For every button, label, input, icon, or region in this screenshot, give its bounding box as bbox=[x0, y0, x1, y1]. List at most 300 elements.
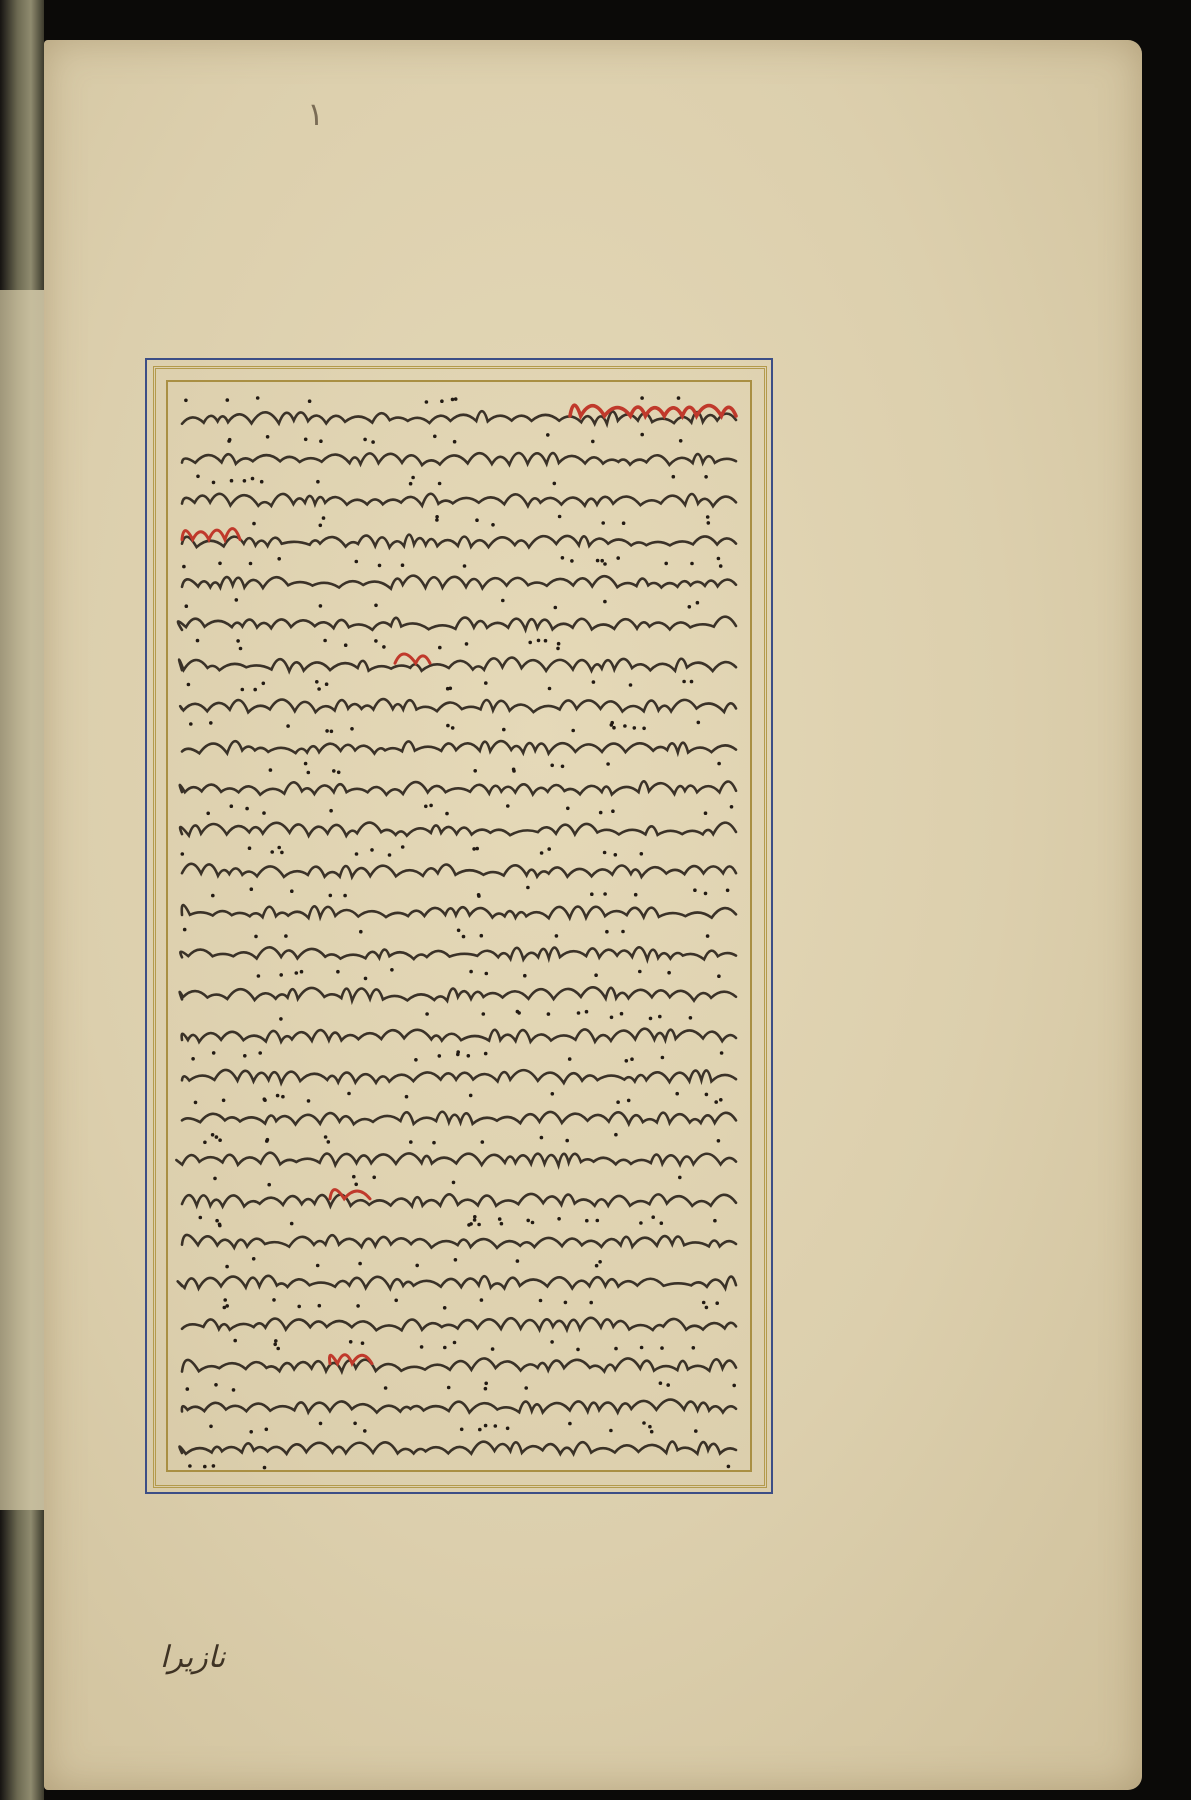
diacritic-dot bbox=[485, 972, 489, 976]
diacritic-dot bbox=[659, 1381, 663, 1385]
diacritic-dot bbox=[260, 480, 264, 484]
text-line bbox=[182, 562, 736, 605]
diacritic-dot bbox=[577, 1011, 581, 1015]
text-line bbox=[182, 438, 736, 481]
diacritic-dot bbox=[243, 1054, 247, 1058]
text-line bbox=[182, 1386, 736, 1429]
diacritic-dot bbox=[717, 557, 721, 561]
diacritic-dot bbox=[317, 687, 321, 691]
diacritic-dot bbox=[694, 1429, 698, 1433]
diacritic-dot bbox=[475, 518, 479, 522]
diacritic-dot bbox=[640, 396, 644, 400]
ink-stroke bbox=[182, 535, 736, 548]
diacritic-dot bbox=[372, 1176, 376, 1180]
text-line bbox=[180, 687, 736, 728]
diacritic-dot bbox=[720, 1051, 724, 1055]
diacritic-dot bbox=[435, 515, 439, 519]
diacritic-dot bbox=[702, 1301, 706, 1305]
diacritic-dot bbox=[433, 435, 437, 439]
diacritic-dot bbox=[233, 1339, 237, 1343]
diacritic-dot bbox=[465, 642, 469, 646]
diacritic-dot bbox=[472, 847, 476, 851]
diacritic-dot bbox=[203, 1141, 207, 1145]
diacritic-dot bbox=[561, 556, 565, 560]
diacritic-dot bbox=[603, 892, 607, 896]
diacritic-dot bbox=[327, 1140, 331, 1144]
diacritic-dot bbox=[469, 1094, 473, 1098]
diacritic-dot bbox=[358, 1262, 362, 1266]
ink-stroke bbox=[180, 781, 736, 794]
diacritic-dot bbox=[506, 804, 510, 808]
diacritic-dot bbox=[649, 1017, 653, 1021]
diacritic-dot bbox=[215, 1219, 219, 1223]
diacritic-dot bbox=[564, 1301, 568, 1305]
diacritic-dot bbox=[356, 1304, 360, 1308]
diacritic-dot bbox=[660, 1346, 664, 1350]
diacritic-dot bbox=[273, 1343, 277, 1347]
diacritic-dot bbox=[726, 889, 730, 893]
diacritic-dot bbox=[705, 1093, 709, 1097]
diacritic-dot bbox=[266, 435, 270, 439]
diacritic-dot bbox=[424, 805, 428, 809]
diacritic-dot bbox=[491, 1347, 495, 1351]
diacritic-dot bbox=[319, 1422, 323, 1426]
diacritic-dot bbox=[660, 1221, 664, 1225]
diacritic-dot bbox=[284, 934, 288, 938]
diacritic-dot bbox=[704, 892, 708, 896]
diacritic-dot bbox=[616, 1100, 620, 1104]
diacritic-dot bbox=[707, 521, 711, 525]
diacritic-dot bbox=[706, 515, 710, 519]
diacritic-dot bbox=[595, 1264, 599, 1268]
diacritic-dot bbox=[374, 639, 378, 643]
diacritic-dot bbox=[484, 1052, 488, 1056]
diacritic-dot bbox=[451, 726, 455, 730]
diacritic-dot bbox=[223, 1298, 227, 1302]
diacritic-dot bbox=[249, 562, 253, 566]
diacritic-dot bbox=[225, 1265, 229, 1269]
ink-stroke bbox=[182, 453, 736, 465]
catchword: نازیرا bbox=[160, 1640, 226, 1675]
diacritic-dot bbox=[666, 1383, 670, 1387]
diacritic-dot bbox=[469, 970, 473, 974]
diacritic-dot bbox=[667, 971, 671, 975]
ink-stroke bbox=[182, 864, 736, 877]
diacritic-dot bbox=[330, 730, 334, 734]
diacritic-dot bbox=[463, 564, 467, 568]
diacritic-dot bbox=[454, 397, 458, 401]
diacritic-dot bbox=[690, 680, 694, 684]
diacritic-dot bbox=[539, 1299, 543, 1303]
diacritic-dot bbox=[445, 812, 449, 816]
diacritic-dot bbox=[409, 482, 413, 486]
diacritic-dot bbox=[194, 1101, 198, 1105]
diacritic-dot bbox=[267, 1183, 271, 1187]
diacritic-dot bbox=[254, 935, 258, 939]
diacritic-dot bbox=[596, 559, 600, 563]
diacritic-dot bbox=[642, 727, 646, 731]
diacritic-dot bbox=[218, 1224, 222, 1228]
diacritic-dot bbox=[554, 606, 558, 610]
diacritic-dot bbox=[279, 1017, 283, 1021]
diacritic-dot bbox=[566, 807, 570, 811]
diacritic-dot bbox=[256, 396, 260, 400]
diacritic-dot bbox=[405, 1095, 409, 1099]
diacritic-dot bbox=[447, 1386, 451, 1390]
diacritic-dot bbox=[548, 687, 552, 691]
diacritic-dot bbox=[638, 970, 642, 974]
diacritic-dot bbox=[717, 1139, 721, 1143]
diacritic-dot bbox=[677, 396, 681, 400]
diacritic-dot bbox=[440, 399, 444, 403]
diacritic-dot bbox=[526, 1219, 530, 1223]
diacritic-dot bbox=[425, 400, 429, 404]
text-line bbox=[182, 1304, 736, 1346]
diacritic-dot bbox=[571, 729, 575, 733]
diacritic-dot bbox=[651, 1215, 655, 1219]
diacritic-dot bbox=[473, 769, 477, 773]
diacritic-dot bbox=[355, 560, 359, 564]
diacritic-dot bbox=[705, 1306, 709, 1310]
diacritic-dot bbox=[550, 764, 554, 768]
diacritic-dot bbox=[443, 1346, 447, 1350]
diacritic-dot bbox=[498, 1217, 502, 1221]
diacritic-dot bbox=[307, 771, 311, 775]
diacritic-dot bbox=[336, 970, 340, 974]
diacritic-dot bbox=[223, 1306, 227, 1310]
text-line bbox=[180, 809, 736, 852]
ink-stroke bbox=[176, 1153, 736, 1166]
diacritic-dot bbox=[640, 433, 644, 437]
diacritic-dot bbox=[547, 847, 551, 851]
diacritic-dot bbox=[281, 1095, 285, 1099]
diacritic-dot bbox=[304, 438, 308, 442]
ink-stroke bbox=[178, 1276, 736, 1289]
diacritic-dot bbox=[262, 811, 266, 815]
diacritic-dot bbox=[304, 762, 308, 766]
diacritic-dot bbox=[598, 1260, 602, 1264]
diacritic-dot bbox=[209, 1425, 213, 1429]
diacritic-dot bbox=[290, 1222, 294, 1226]
diacritic-dot bbox=[212, 1464, 216, 1468]
diacritic-dot bbox=[307, 1099, 311, 1103]
diacritic-dot bbox=[603, 851, 607, 855]
diacritic-dot bbox=[446, 724, 450, 728]
diacritic-dot bbox=[253, 688, 257, 692]
diacritic-dot bbox=[600, 559, 604, 563]
diacritic-dot bbox=[319, 604, 323, 608]
text-line bbox=[182, 1221, 736, 1264]
diacritic-dot bbox=[343, 894, 347, 898]
diacritic-dot bbox=[252, 522, 256, 526]
diacritic-dot bbox=[544, 639, 548, 643]
diacritic-dot bbox=[451, 398, 455, 402]
diacritic-dot bbox=[611, 809, 615, 813]
diacritic-dot bbox=[277, 846, 281, 850]
diacritic-dot bbox=[218, 1138, 222, 1142]
diacritic-dot bbox=[557, 642, 561, 646]
diacritic-dot bbox=[592, 680, 596, 684]
diacritic-dot bbox=[612, 726, 616, 730]
diacritic-dot bbox=[693, 888, 697, 892]
diacritic-dot bbox=[550, 1340, 554, 1344]
text-line bbox=[180, 973, 736, 1016]
diacritic-dot bbox=[605, 930, 609, 934]
diacritic-dot bbox=[523, 974, 527, 978]
diacritic-dot bbox=[585, 1219, 589, 1223]
diacritic-dot bbox=[359, 930, 363, 934]
diacritic-dot bbox=[272, 1298, 276, 1302]
diacritic-dot bbox=[184, 399, 188, 403]
diacritic-dot bbox=[316, 1264, 320, 1268]
diacritic-dot bbox=[621, 930, 625, 934]
diacritic-dot bbox=[218, 562, 222, 566]
ink-stroke bbox=[182, 1400, 736, 1413]
text-line bbox=[180, 768, 736, 811]
text-line bbox=[179, 1427, 736, 1470]
diacritic-dot bbox=[325, 729, 329, 733]
diacritic-dot bbox=[475, 847, 479, 851]
diacritic-dot bbox=[438, 646, 442, 650]
diacritic-dot bbox=[633, 726, 637, 730]
diacritic-dot bbox=[443, 1306, 447, 1310]
diacritic-dot bbox=[183, 928, 187, 932]
diacritic-dot bbox=[226, 398, 230, 402]
diacritic-dot bbox=[650, 1430, 654, 1434]
diacritic-dot bbox=[672, 475, 676, 479]
rubric-stroke bbox=[395, 654, 430, 663]
diacritic-dot bbox=[263, 1466, 267, 1470]
diacritic-dot bbox=[414, 1058, 418, 1062]
ink-stroke bbox=[182, 1235, 736, 1248]
diacritic-dot bbox=[606, 762, 610, 766]
diacritic-dot bbox=[454, 1258, 458, 1262]
diacritic-dot bbox=[719, 1098, 723, 1102]
diacritic-dot bbox=[361, 1341, 365, 1345]
diacritic-dot bbox=[241, 688, 245, 692]
diacritic-dot bbox=[462, 935, 466, 939]
diacritic-dot bbox=[568, 1422, 572, 1426]
diacritic-dot bbox=[232, 1388, 236, 1392]
diacritic-dot bbox=[235, 598, 239, 602]
diacritic-dot bbox=[409, 1140, 413, 1144]
diacritic-dot bbox=[506, 1427, 510, 1431]
diacritic-dot bbox=[614, 1347, 618, 1351]
diacritic-dot bbox=[568, 1057, 572, 1061]
diacritic-dot bbox=[352, 1175, 356, 1179]
diacritic-dot bbox=[250, 887, 254, 891]
diacritic-dot bbox=[329, 894, 333, 898]
diacritic-dot bbox=[230, 479, 234, 483]
diacritic-dot bbox=[500, 1222, 504, 1226]
folio-number: ۱ bbox=[307, 95, 325, 133]
diacritic-dot bbox=[690, 562, 694, 566]
ink-stroke bbox=[182, 411, 736, 424]
diacritic-dot bbox=[714, 1100, 718, 1104]
diacritic-dot bbox=[390, 968, 394, 972]
diacritic-dot bbox=[526, 886, 530, 890]
diacritic-dot bbox=[228, 438, 232, 442]
diacritic-dot bbox=[528, 641, 532, 645]
diacritic-dot bbox=[203, 1465, 207, 1469]
diacritic-dot bbox=[482, 1012, 486, 1016]
diacritic-dot bbox=[324, 1135, 328, 1139]
ink-stroke bbox=[179, 1442, 736, 1454]
diacritic-dot bbox=[675, 1092, 679, 1096]
text-line bbox=[182, 726, 736, 768]
diacritic-dot bbox=[325, 682, 329, 686]
diacritic-dot bbox=[344, 643, 348, 647]
text-line bbox=[181, 850, 737, 893]
diacritic-dot bbox=[696, 601, 700, 605]
diacritic-dot bbox=[329, 809, 333, 813]
diacritic-dot bbox=[415, 1264, 419, 1268]
diacritic-dot bbox=[639, 1221, 643, 1225]
diacritic-dot bbox=[211, 894, 215, 898]
diacritic-dot bbox=[374, 604, 378, 608]
diacritic-dot bbox=[634, 893, 638, 897]
diacritic-dot bbox=[484, 681, 488, 685]
diacritic-dot bbox=[547, 1012, 551, 1016]
diacritic-dot bbox=[249, 1430, 253, 1434]
diacritic-dot bbox=[616, 556, 620, 560]
ink-stroke bbox=[182, 1029, 736, 1042]
diacritic-dot bbox=[252, 1257, 256, 1261]
ink-stroke bbox=[180, 699, 736, 712]
ink-stroke bbox=[180, 947, 736, 959]
diacritic-dot bbox=[350, 727, 354, 731]
diacritic-dot bbox=[196, 475, 200, 479]
diacritic-dot bbox=[679, 439, 683, 443]
diacritic-dot bbox=[689, 1016, 693, 1020]
diacritic-dot bbox=[456, 1050, 460, 1054]
text-line bbox=[182, 1056, 736, 1099]
diacritic-dot bbox=[429, 804, 433, 808]
text-line bbox=[182, 1015, 736, 1058]
diacritic-dot bbox=[295, 971, 299, 975]
diacritic-dot bbox=[570, 559, 574, 563]
diacritic-dot bbox=[186, 1387, 190, 1391]
diacritic-dot bbox=[591, 440, 595, 444]
diacritic-dot bbox=[452, 1181, 456, 1185]
diacritic-dot bbox=[730, 805, 734, 809]
diacritic-dot bbox=[460, 1428, 464, 1432]
diacritic-dot bbox=[537, 639, 541, 643]
diacritic-dot bbox=[262, 682, 266, 686]
diacritic-dot bbox=[196, 639, 200, 643]
diacritic-dot bbox=[378, 564, 382, 568]
diacritic-dot bbox=[453, 1341, 457, 1345]
diacritic-dot bbox=[688, 605, 692, 609]
diacritic-dot bbox=[540, 851, 544, 855]
diacritic-dot bbox=[501, 599, 505, 603]
diacritic-dot bbox=[364, 977, 368, 981]
text-line bbox=[182, 1097, 736, 1139]
diacritic-dot bbox=[555, 934, 559, 938]
diacritic-dot bbox=[603, 562, 607, 566]
diacritic-dot bbox=[540, 1136, 544, 1140]
ink-stroke bbox=[182, 1358, 736, 1371]
diacritic-dot bbox=[189, 722, 193, 726]
diacritic-dot bbox=[467, 1054, 471, 1058]
diacritic-dot bbox=[276, 1094, 280, 1098]
text-line bbox=[182, 1345, 736, 1387]
ink-stroke bbox=[180, 823, 736, 836]
diacritic-dot bbox=[425, 1012, 429, 1016]
diacritic-dot bbox=[557, 1217, 561, 1221]
diacritic-dot bbox=[664, 562, 668, 566]
diacritic-dot bbox=[276, 1347, 280, 1351]
diacritic-dot bbox=[185, 604, 189, 608]
diacritic-dot bbox=[599, 811, 603, 815]
text-line bbox=[182, 521, 736, 563]
diacritic-dot bbox=[704, 811, 708, 815]
diacritic-dot bbox=[609, 1429, 613, 1433]
diacritic-dot bbox=[480, 934, 484, 938]
diacritic-dot bbox=[269, 768, 273, 772]
diacritic-dot bbox=[332, 769, 336, 773]
diacritic-dot bbox=[308, 399, 312, 403]
text-line bbox=[182, 479, 736, 522]
diacritic-dot bbox=[214, 1383, 218, 1387]
diacritic-dot bbox=[449, 687, 453, 691]
diacritic-dot bbox=[236, 639, 240, 643]
diacritic-dot bbox=[661, 1056, 665, 1060]
diacritic-dot bbox=[382, 645, 386, 649]
diacritic-dot bbox=[516, 1259, 520, 1263]
diacritic-dot bbox=[706, 934, 710, 938]
diacritic-dot bbox=[590, 892, 594, 896]
diacritic-dot bbox=[355, 852, 359, 856]
diacritic-dot bbox=[411, 476, 415, 480]
text-line bbox=[178, 1262, 736, 1305]
diacritic-dot bbox=[484, 1382, 488, 1386]
ink-stroke bbox=[180, 987, 736, 1000]
ink-stroke bbox=[182, 1194, 736, 1207]
diacritic-dot bbox=[191, 1057, 195, 1061]
diacritic-dot bbox=[353, 1422, 357, 1426]
diacritic-dot bbox=[516, 1010, 520, 1014]
diacritic-dot bbox=[594, 973, 598, 977]
diacritic-dot bbox=[469, 1222, 473, 1226]
diacritic-dot bbox=[265, 1428, 269, 1432]
diacritic-dot bbox=[401, 563, 405, 567]
diacritic-dot bbox=[266, 1138, 270, 1142]
diacritic-dot bbox=[473, 1215, 477, 1219]
text-line bbox=[180, 934, 736, 975]
diacritic-dot bbox=[279, 973, 283, 977]
diacritic-dot bbox=[199, 1216, 203, 1220]
diacritic-dot bbox=[477, 1223, 481, 1227]
text-line bbox=[182, 396, 736, 438]
diacritic-dot bbox=[610, 721, 614, 725]
diacritic-dot bbox=[263, 1098, 267, 1102]
diacritic-dot bbox=[704, 475, 708, 479]
diacritic-dot bbox=[610, 1016, 614, 1020]
diacritic-dot bbox=[715, 1301, 719, 1305]
diacritic-dot bbox=[318, 1304, 322, 1308]
diacritic-dot bbox=[270, 850, 274, 854]
diacritic-dot bbox=[457, 929, 461, 933]
diacritic-dot bbox=[300, 970, 304, 974]
diacritic-dot bbox=[257, 974, 261, 978]
diacritic-dot bbox=[682, 680, 686, 684]
diacritic-dot bbox=[239, 647, 243, 651]
diacritic-dot bbox=[384, 1386, 388, 1390]
diacritic-dot bbox=[401, 845, 405, 849]
diacritic-dot bbox=[658, 1015, 662, 1019]
diacritic-dot bbox=[181, 852, 185, 856]
